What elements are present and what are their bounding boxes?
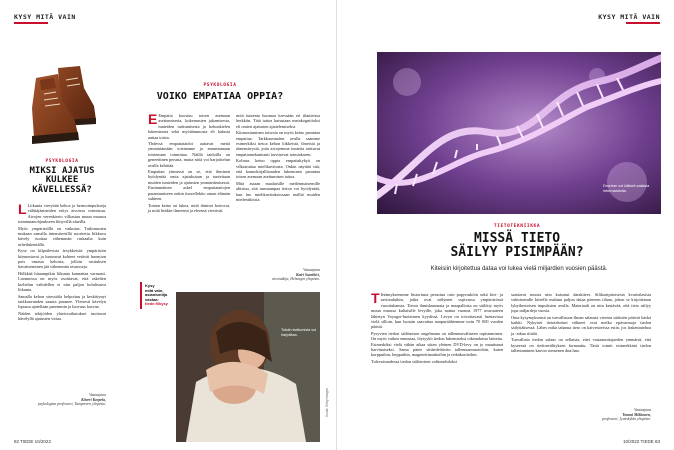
right-page	[337, 0, 674, 450]
empathy-paragraph-2: Yhdessä empatiataidot auttavat meitä ymmärtämään toisiamme ja ennustamaan toistemme toimintaa. Näillä taidoilla on geneettinen perusta, mutta niitä voi harjoittelun avulla kehittää.	[148, 141, 230, 168]
empathy-paragraph-4: Toinen keino on lukea, mitä ihmiset kertovat, ja mitä heidän ilmeensä ja eleensä viestivät.	[148, 202, 230, 213]
hiking-shoes-image	[28, 58, 98, 150]
data-article-headline	[427, 232, 607, 259]
signature-name: Tommi Mikkonen,	[622, 412, 651, 417]
data-col-1	[371, 292, 503, 364]
left-kicker-rule	[14, 22, 48, 24]
infobox-line-1: Kysy	[145, 283, 155, 288]
hug-photo-image	[176, 292, 320, 442]
infobox-line-3: asiantuntija	[145, 292, 168, 298]
infobox-line-2: mitä vain,	[145, 287, 164, 293]
dropcap: E	[148, 111, 158, 127]
headline-line-1: MISSÄ TIETO	[473, 231, 561, 246]
dropcap: T	[371, 290, 380, 306]
right-footer: 10/2022 TIEDE 83	[623, 439, 660, 444]
signature-title: Vastaajana	[303, 268, 320, 272]
data-paragraph-6: Turvallisin tiedon salaus on sellaista, ettei vastaanottajaeden ymmärrä, että kyseessä on tiedonvälityksen formaattu. Tästä toimii esimerkkinä tiedon tallentaminen kasvin siemenen dna:han.	[511, 337, 651, 354]
shoe-article-paragraph	[18, 203, 106, 225]
shoe-paragraph-4: Hölkkää hitaampikin liikunta kannattaa varmasti. Luonnossa on myös osoittavat, että askelten kieltelun vaihdellen ei niin paljon kohdistuva liikunta.	[18, 270, 106, 293]
data-article-deck: Kiteisiin kirjoitettua dataa voi lukea vielä miljardien vuosien päästä.	[430, 266, 608, 272]
empathy-paragraph-7: Kolmas keino oppia empatiakykyä on vilkastuttaa mielikuvitusta. Onkin näyttää sitä, että kaunokirjallisuuden lukeminen parantaa toisen asemaan asettumisen taitoa.	[236, 158, 320, 180]
signature-title: Vastaajana	[89, 393, 106, 397]
empathy-paragraph-1: Empatia koostuu toisen asemaan asettumisesta, kokemusten jakamisesta, tunteiden tarttumisesta ja kehonkielen lukemisesta sekä myötätunnosta eli halusta auttaa toista.	[148, 113, 230, 140]
left-footer: 82 TIEDE 10/2022	[14, 439, 51, 444]
shoe-article-headline: MIKSI AJATUS KULKEE KÄVELLESSÄ?	[29, 166, 95, 195]
shoe-paragraph-5: Samalla kehon stressitila helpottuu ja keskittynyt tarkkaavuuden saunta paranee. Yleisesti kävelyn lopussa ajatellaan paremmin ja luovuus kasvaa.	[18, 293, 106, 310]
shoe-paragraph-3: Kyse on kilpailevista ärsykkeistä: ympäristön kiinnostavat ja lumoavat kohteet vetävät huomion pois omasta kehosta, jolloin rasituksen havaitseminen jää vähemmän resursseja.	[18, 248, 106, 270]
signature-role: aivotutkija, Helsingin yliopisto.	[272, 277, 320, 281]
shoe-paragraph-2: Myös ympäristöllä on vaikutus. Tutkimusten mukaan samalla intensiteetillä suoritettu liikkuva kävely tuottaa vähemmän raskaalta kuin urheilukentällä.	[18, 225, 106, 247]
empathy-article-signature	[236, 268, 320, 282]
infobox-line-4: vastaa:	[145, 296, 159, 302]
data-article-section: TIETOTEKNIIKKA	[493, 224, 541, 229]
data-paragraph-3: Tulevaisuudessa tiedon säilömisen valtionehdoksi	[371, 358, 457, 364]
data-col-2	[511, 292, 651, 353]
empathy-paragraph-3: Empatian ytimessä on se, että ihminen hyödyntää omia ajatuksiaan ja tunteitaan muiden tunteiden ja ajatusten ymmärtämisessä. Ensimmäinen askel empatiataitojen parantamiseen onkin itsereflektio oman elämän suhteen.	[148, 169, 230, 202]
empathy-paragraph-5: mitä tuntenta huomaa itsessään eri tilanteissa herkkiin. Tätä taitoa kutsutaan metakognitioksi eli omien ajatusten ajattelemiseksi.	[236, 113, 320, 129]
empathy-article-headline: VOIKO EMPATIAA OPPIA?	[156, 91, 284, 102]
signature-role: psykologian professori, Tampereen yliopisto.	[37, 402, 106, 406]
empathy-paragraph	[148, 113, 230, 140]
signature-role: professori, Jyväskylän yliopisto.	[602, 417, 651, 421]
empathy-col-1	[148, 113, 230, 213]
shoe-article-body	[18, 203, 106, 322]
hug-photo-caption: Toisiin tarttumista voi harjoittaa.	[281, 328, 317, 337]
shoe-paragraph-1: Liikunta vireyttää kehoa ja hermoimpulsseja välittäjäaineiden eritys aivoissa voimistuu. Aivojen verenkierto vilkastuu muun muassa toiminnanohjaukseen liittyvillä alueilla.	[18, 203, 106, 225]
dna-image-caption: Dna:han voi kätkeä salaisia informaatioita.	[603, 184, 650, 193]
data-paragraph-4: saattavat nousta niin kutsutut datakiteet. Silikonipitoisesta kvartsilasista valmistetulle kiteelle mahtuu paljon dataa pieneen tilaan, johon se kirjoitetaan lyhytkestoisen impulssien avulla. Materiaali on niin kestävää, että tieto säilyy jopa miljardeja vuosia.	[511, 292, 651, 314]
empathy-article-section: PSYKOLOGIA	[203, 83, 237, 88]
left-kicker: KYSY MITÄ VAIN	[14, 13, 76, 21]
data-paragraph-5: Oma kysymyksensä on turvallisuus-ilman salausta vieeton säätsiön pitävät käskä kaikki. Nykyiset tietotekniset välineet ovat melko epävarmoja tiedon säilyttäksessä. Lähes mikä tahansa tieto on kaivettavissa esiin, jos laskentatehoa ja -aikaa riittää.	[511, 314, 651, 336]
empathy-paragraph-6: Kiinnostuminen toisesta on myös keino parantaa empatiaa. Tarkkaavuuden avulla saamme esimerkiksi tietoa kehon liikkeistä, ilmeistä ja äänensävystä, joita aivojemme tunteita tarttuvat empatiamekanismit tarvitsevat toimiakseen.	[236, 130, 320, 157]
data-article-signature	[511, 408, 651, 422]
right-kicker-rule	[626, 22, 660, 24]
data-paragraph-1: Ietämykseemme historiasta perustuu osin papyrusköin sekä kivi- ja savitauluihin, jotka ovat säilyneet sopivassa ympäristössä vuosituhansia. Tietoa ihmiskunnasta ja maapallosta on säilötty myös muun muassa kultaisille levyille, joka nattua vuonna 1977 avaruuteen lähtetyn Voyager-luotaimen kyydissä. Levyn on toivottavasti luettavissa vielä silloin, kun luotain saavuttaa naapuritähtemme noin 70 000 vuoden päästä.	[371, 292, 503, 330]
signature-name: Katri Saarikivi,	[295, 272, 320, 277]
shoe-paragraph-6: Näiden tekijöiden yhteisvaikutukset tuottavat kävelyllä ajatusten virtaa.	[18, 310, 106, 322]
signature-title: Vastaajana	[634, 408, 651, 412]
hug-photo	[176, 292, 320, 442]
dna-image	[377, 52, 661, 214]
shoe-article-signature	[18, 393, 106, 407]
data-paragraph	[371, 292, 503, 330]
empathy-paragraph-8: Mitä asiaan maalaisille meilenmaisemille altistuu, sitä runsaampaa tietoa voi hyödyntää, kun luo mielikuvituksessaan malliä muiden mielentiloista.	[236, 180, 320, 203]
infobox-link[interactable]: tiede.fi/kysy	[145, 301, 168, 307]
empathy-col-2	[236, 113, 320, 203]
shoe-article-section: PSYKOLOGIA	[45, 159, 79, 164]
signature-name: Kiiveri Korpela,	[81, 397, 106, 402]
photo-credit: Kuvat: Getty Images	[325, 388, 329, 417]
dropcap: L	[18, 201, 27, 217]
right-kicker: KYSY MITÄ VAIN	[598, 13, 660, 21]
headline-line-2: SÄILYY PISIMPÄÄN?	[450, 244, 584, 260]
data-paragraph-2: Pysyvien tiedon säilömisen ongelmana on tallennusvälineen rapistuminen. On myös vaikea ennustaa, löytyykö tiedon lukemiseksi oikeanlaisia laitteita. Esimerkiksi vielä vähän aikaa sitten yleinen DVD-levy on jo muuttunut harvinaiseksi. Sama pätee siitäedeltäviin tallennusmuotoihin, kuten korppuihin, lerppuihin, magneettinauhoihin ja reikäkortteihin.	[371, 330, 503, 358]
